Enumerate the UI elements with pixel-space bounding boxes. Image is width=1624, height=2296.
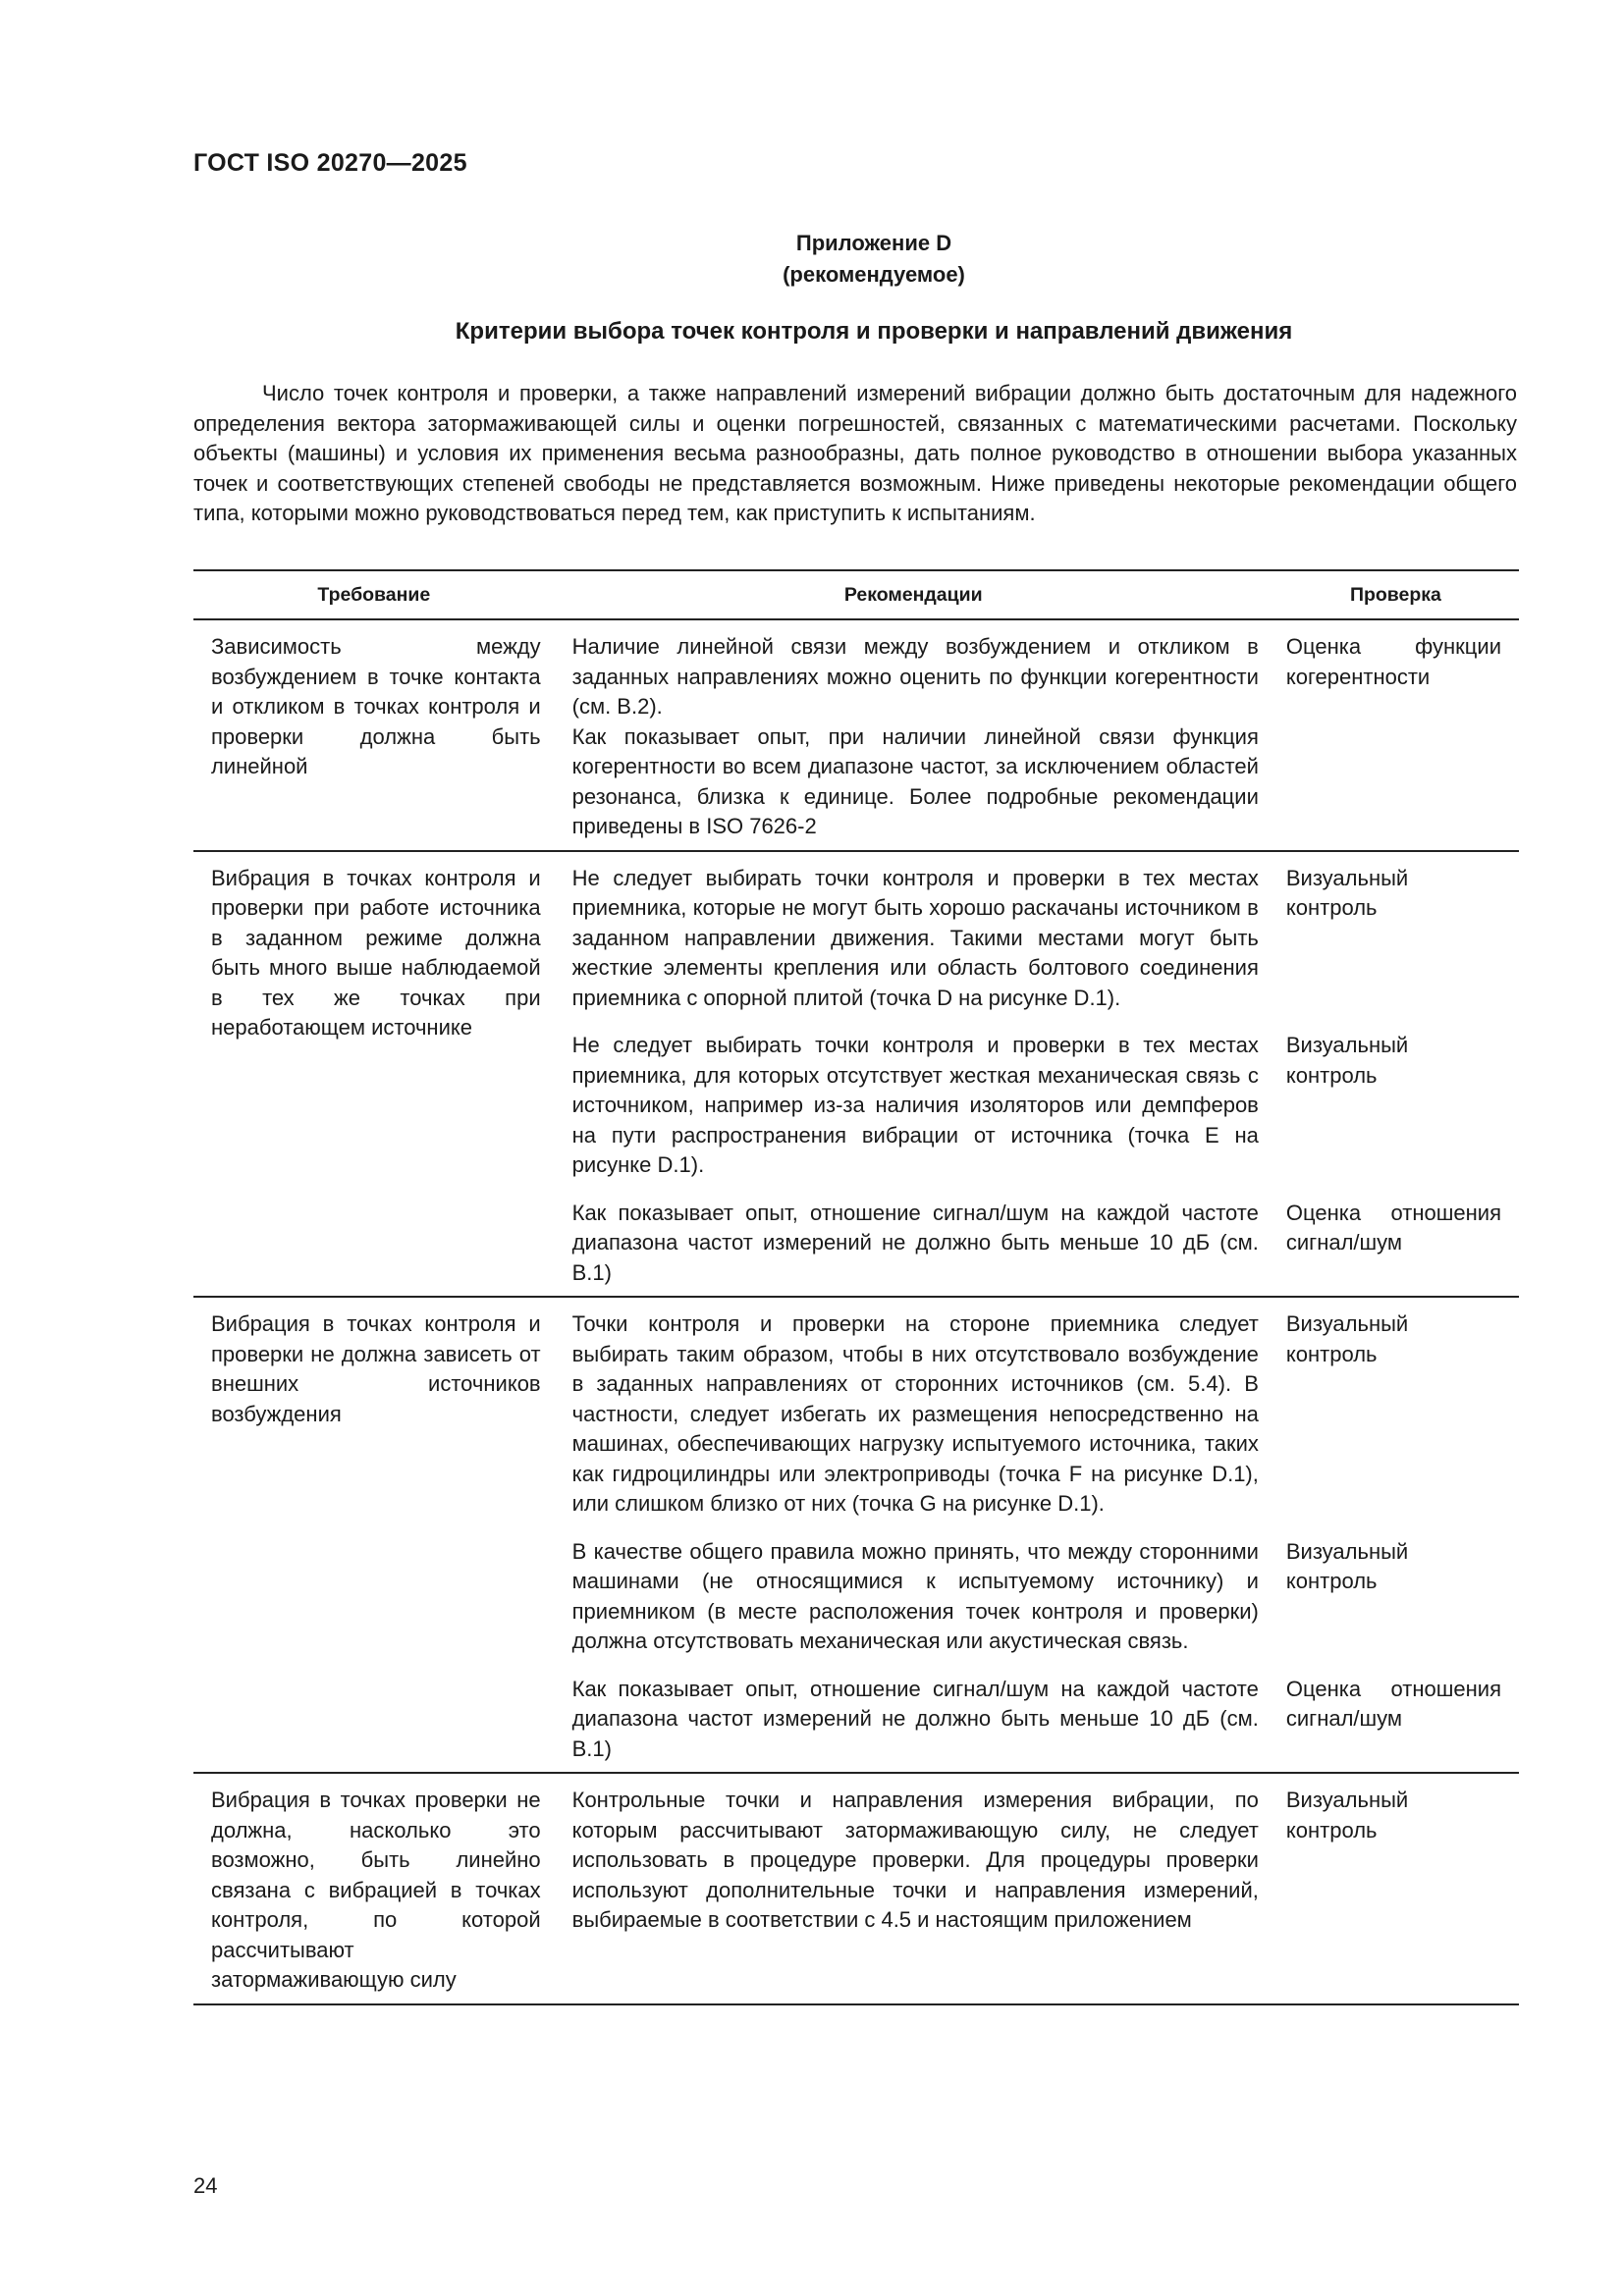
header-check: Проверка [1272, 570, 1519, 619]
recommendation-cell: Контрольные точки и направления измерения вибрации, по которым рассчитывают затормаживающую силу, не следует использовать в процедуре проверки. Для процедуры проверки используют дополнительные точки и направления измерений, выбираемые в соответствии с 4.5 и настоящим приложением [555, 1773, 1272, 2004]
recommendation-cell: Как показывает опыт, отношение сигнал/шум на каждой частоте диапазона частот измерений не должно быть меньше 10 дБ (см. В.1) [555, 1187, 1272, 1298]
header-recommendations: Рекомендации [555, 570, 1272, 619]
document-code: ГОСТ ISO 20270—2025 [193, 149, 467, 177]
table-row [193, 1773, 1519, 2004]
requirement-cell: Вибрация в точках проверки не должна, насколько это возможно, быть линейно связана с вибрацией в точках контроля, по которой рассчитывают затормаживающую силу [193, 1773, 555, 2004]
check-cell: Оценка отношения сигнал/шум [1272, 1663, 1519, 1774]
annex-title-text: Критерии выбора точек контроля и проверки и направлений движения [455, 318, 1293, 345]
check-cell: Визуальный контроль [1285, 1311, 1409, 1366]
table-row [193, 1297, 1519, 1525]
recommendation-cell: Не следует выбирать точки контроля и проверки в тех местах приемника, для которых отсутствует жесткая механическая связь с источником, например из-за наличия изоляторов или демпферов на пути распространения вибрации от источника (точка E на рисунке D.1). [571, 1033, 1259, 1177]
criteria-table [193, 569, 1519, 2005]
requirement-cell: Зависимость между возбуждением в точке контакта и откликом в точках контроля и проверки должна быть линейной [193, 619, 555, 851]
check-cell: Визуальный контроль [1285, 1033, 1409, 1088]
recommendation-cell: В качестве общего правила можно принять, что между сторонними машинами (не относящимися к испытуемому источнику) и приемником (в месте расположения точек контроля и проверки) должна отсутствовать механическая или акустическая связь. [571, 1538, 1259, 1653]
requirement-cell: Вибрация в точках контроля и проверки при работе источника в заданном режиме должна быть много выше наблюдаемой в тех же точках при неработающем источнике [193, 851, 555, 1298]
check-cell: Оценка отношения сигнал/шум [1272, 1187, 1519, 1298]
check-cell: Визуальный контроль [1272, 1773, 1519, 2004]
annex-status: (рекомендуемое) [783, 262, 965, 287]
check-cell: Визуальный контроль [1285, 865, 1409, 920]
table-row [193, 851, 1519, 1020]
table-header-row [193, 570, 1519, 619]
check-cell: Оценка функции когерентности [1272, 619, 1519, 851]
check-cell: Визуальный контроль [1285, 1538, 1409, 1593]
requirement-cell: Вибрация в точках контроля и проверки не должна зависеть от внешних источников возбуждения [193, 1297, 555, 1773]
annex-label: Приложение D [795, 231, 952, 255]
recommendation-cell: Точки контроля и проверки на стороне приемника следует выбирать таким образом, чтобы в них отсутствовало возбуждение в заданных направлениях от сторонних источников (см. 5.4). В частности, следует избегать их размещения непосредственно на машинах, обеспечивающих нагрузку испытуемого источника, таких как гидроцилиндры или электроприводы (точка F на рисунке D.1), или слишком близко от них (точка G на рисунке D.1). [571, 1311, 1259, 1516]
recommendation-cell: Не следует выбирать точки контроля и проверки в тех местах приемника, которые не могут быть хорошо раскачаны источником в заданном направлении движения. Такими местами могут быть жесткие элементы крепления или область болтового соединения приемника с опорной плитой (точка D на рисунке D.1). [571, 865, 1259, 1010]
page-number: 24 [193, 2173, 218, 2198]
annex-title [0, 318, 1624, 346]
recommendation-cell [555, 619, 1272, 851]
recommendation-cell: Как показывает опыт, отношение сигнал/шум на каждой частоте диапазона частот измерений не должно быть меньше 10 дБ (см. В.1) [555, 1663, 1272, 1774]
recommendation-text: Наличие линейной связи между возбуждением и откликом в заданных направлениях можно оценить по функции когерентности (см. В.2). Как показывает опыт, при наличии линейной связи функция когерентности во всем диапазоне частот, за исключением областей резонанса, близка к единице. Более подробные рекомендации приведены в ISO 7626-2 [571, 634, 1259, 838]
annex-heading [0, 228, 1624, 291]
header-requirement: Требование [193, 570, 555, 619]
table-row [193, 619, 1519, 851]
intro-text: Число точек контроля и проверки, а также направлений измерений вибрации должно быть достаточным для надежного определения вектора затормаживающей силы и оценки погрешностей, связанных с математическими расчетами. Поскольку объекты (машины) и условия их применения весьма разнообразны, дать полное руководство в отношении выбора указанных точек и соответствующих степеней свободы не представляется возможным. Ниже приведены некоторые рекомендации общего типа, которыми можно руководствоваться перед тем, как приступить к испытаниям. [193, 381, 1517, 525]
intro-paragraph [193, 379, 1517, 529]
